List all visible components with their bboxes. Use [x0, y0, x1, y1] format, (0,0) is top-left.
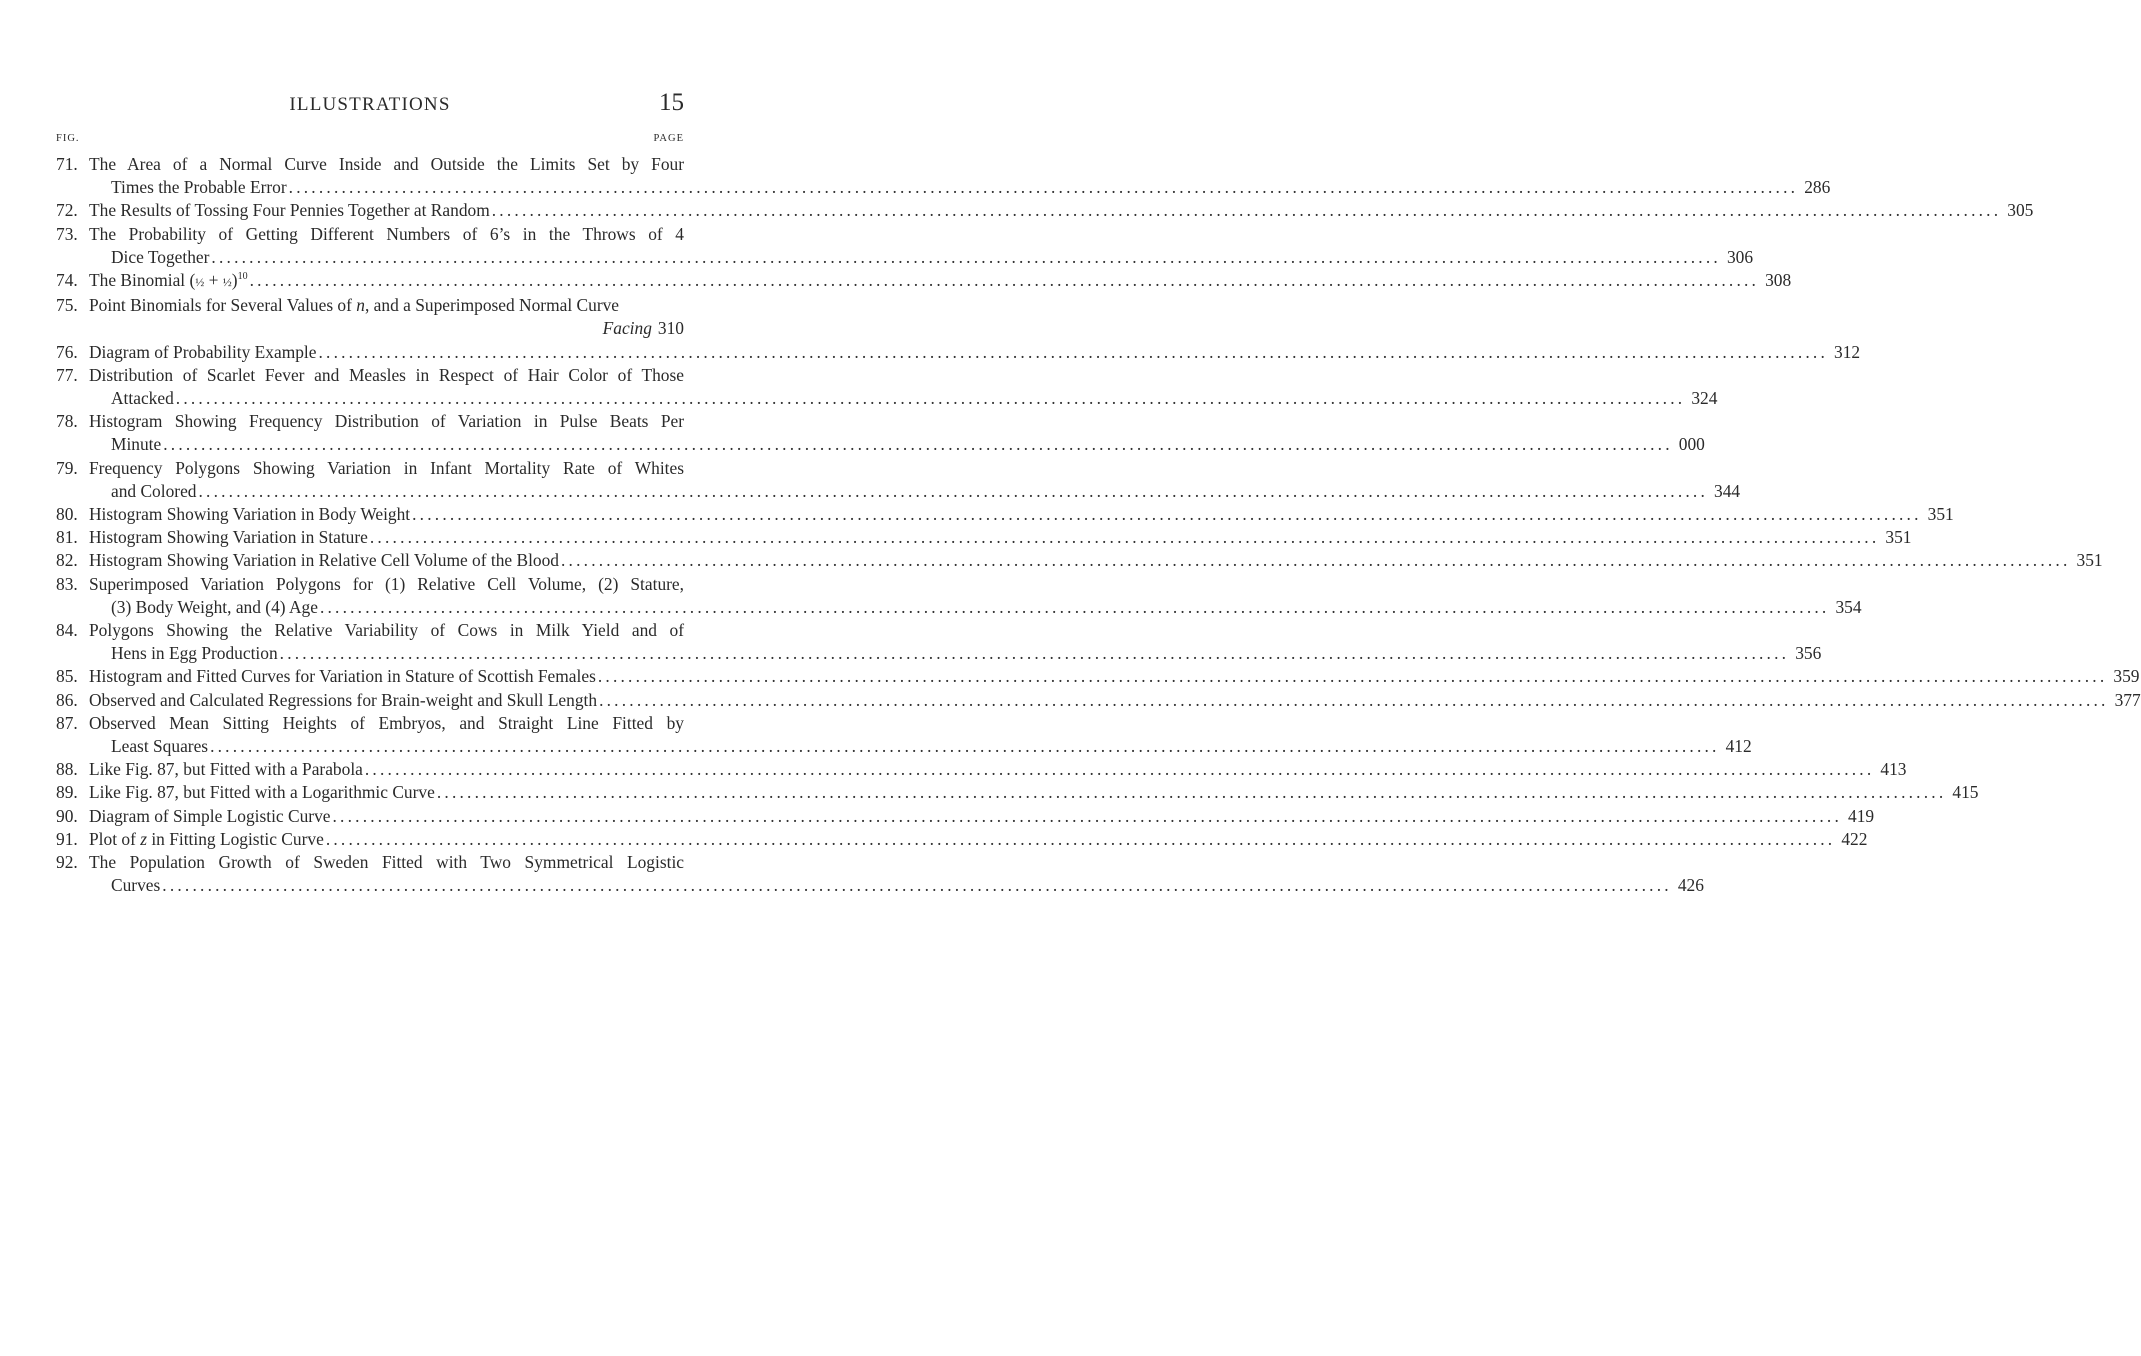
dot-leader: ........................................................................................................................................................................................................ [163, 434, 1673, 455]
entry-title-continued: Curves [111, 875, 161, 896]
entry-title: Histogram Showing Variation in Relative Cell Volume of the Blood [89, 550, 559, 571]
fraction-half: ½ [195, 275, 205, 290]
list-item [56, 364, 1718, 410]
page-ref: 351 [2076, 550, 2103, 571]
page-header [56, 89, 684, 122]
dot-leader: ........................................................................................................................................................................................................ [318, 341, 1829, 362]
dot-leader: ........................................................................................................................................................................................................ [561, 550, 2071, 571]
entry-title: Histogram Showing Variation in Stature [89, 527, 368, 548]
list-item [56, 619, 1822, 665]
entry-title: The Population Growth of Sweden Fitted with Two Symmetrical Logistic [89, 852, 684, 873]
dot-leader: ........................................................................................................................................................................................................ [249, 270, 1760, 291]
list-item [56, 805, 1875, 828]
entry-title: Superimposed Variation Polygons for (1) Relative Cell Volume, (2) Stature, [89, 573, 684, 594]
page-ref: 305 [2007, 200, 2034, 221]
dot-leader: ........................................................................................................................................................................................................ [319, 596, 1830, 617]
entry-title: Observed Mean Sitting Heights of Embryos, and Straight Line Fitted by [89, 712, 684, 733]
entry-title-continued: Times the Probable Error [111, 177, 287, 198]
list-item [56, 153, 1831, 199]
figure-number: 72. [56, 200, 78, 221]
title-text: The Binomial ( [89, 270, 196, 291]
fig-column-heading: FIG. [56, 133, 80, 144]
figure-number: 83. [56, 573, 78, 594]
list-item [56, 269, 1792, 294]
entry-title-continued: and Colored [111, 480, 197, 501]
entry-title: Distribution of Scarlet Fever and Measles in Respect of Hair Color of Those [89, 364, 684, 385]
list-item [56, 665, 2140, 688]
entry-title-continued: Hens in Egg Production [111, 643, 278, 664]
dot-leader: ........................................................................................................................................................................................................ [211, 246, 1721, 267]
page-ref: 359 [2113, 666, 2140, 687]
dot-leader: ........................................................................................................................................................................................................ [364, 759, 1875, 780]
running-title: ILLUSTRATIONS [289, 94, 451, 115]
figure-number: 88. [56, 759, 78, 780]
figure-number: 82. [56, 550, 78, 571]
entry-title-continued: Dice Together [111, 246, 210, 267]
dot-leader: ........................................................................................................................................................................................................ [162, 875, 1672, 896]
figure-number: 71. [56, 154, 78, 174]
page-ref: 308 [1765, 270, 1792, 291]
figure-number: 73. [56, 223, 78, 244]
dot-leader: ........................................................................................................................................................................................................ [325, 828, 1836, 849]
entry-title: Observed and Calculated Regressions for Brain-weight and Skull Length [89, 689, 598, 710]
figure-number: 90. [56, 805, 78, 826]
list-item [56, 712, 1752, 758]
dot-leader: ........................................................................................................................................................................................................ [369, 527, 1880, 548]
figure-number: 75. [56, 295, 78, 316]
page-ref: 412 [1725, 736, 1752, 757]
page-ref: 324 [1691, 388, 1718, 409]
entry-title: The Area of a Normal Curve Inside and Outside the Limits Set by Four [89, 154, 684, 174]
plus-sign: + [204, 270, 223, 291]
dot-leader: ........................................................................................................................................................................................................ [288, 177, 1799, 198]
entry-title-continued: (3) Body Weight, and (4) Age [111, 596, 318, 617]
dot-leader: ........................................................................................................................................................................................................ [332, 805, 1843, 826]
entry-title: Histogram and Fitted Curves for Variation in Stature of Scottish Females [89, 666, 596, 687]
page-ref: 415 [1952, 782, 1979, 803]
title-text: Point Binomials for Several Values of [89, 295, 357, 316]
dot-leader: ........................................................................................................................................................................................................ [198, 480, 1709, 501]
list-item [56, 503, 1954, 526]
list-item [56, 828, 1868, 851]
entry-title: Frequency Polygons Showing Variation in Infant Mortality Rate of Whites [89, 457, 684, 478]
figure-number: 89. [56, 782, 78, 803]
page-ref: 377 [2114, 689, 2141, 710]
page-ref: 286 [1804, 177, 1831, 198]
list-item [56, 781, 1979, 804]
dot-leader: ........................................................................................................................................................................................................ [491, 200, 2002, 221]
page-ref: 310 [657, 318, 684, 339]
page-ref: 312 [1834, 341, 1861, 362]
figure-number: 84. [56, 620, 78, 641]
facing-label: Facing [602, 318, 652, 339]
dot-leader: ........................................................................................................................................................................................................ [599, 689, 2109, 710]
figure-number: 79. [56, 457, 78, 478]
figure-number: 92. [56, 852, 78, 873]
page-ref: 306 [1726, 246, 1754, 267]
figure-number: 86. [56, 689, 78, 710]
entry-title: Like Fig. 87, but Fitted with a Parabola [89, 759, 363, 780]
entry-title-continued: Least Squares [111, 736, 209, 757]
page-number: 15 [659, 89, 684, 116]
list-item [56, 457, 1741, 503]
list-item [56, 223, 1754, 269]
exponent: 10 [237, 271, 248, 283]
entry-title: The Probability of Getting Different Numbers of 6’s in the Throws of 4 [89, 223, 684, 244]
title-text: Plot of [89, 828, 141, 849]
list-item [56, 294, 684, 340]
title-text: in Fitting Logistic Curve [147, 828, 324, 849]
page-ref: 426 [1677, 875, 1704, 896]
close-paren: ) [231, 270, 238, 291]
illustrations-list [56, 153, 2141, 898]
page-ref: 419 [1848, 805, 1875, 826]
page-ref: 422 [1841, 828, 1868, 849]
page-ref: 000 [1678, 434, 1705, 455]
list-item [56, 199, 2034, 222]
page-ref: 356 [1795, 643, 1822, 664]
figure-number: 77. [56, 364, 78, 385]
page-ref: 351 [1885, 527, 1912, 548]
entry-title-continued: Minute [111, 434, 162, 455]
column-headings [56, 133, 684, 147]
entry-title: Histogram Showing Variation in Body Weight [89, 504, 411, 525]
entry-title [89, 269, 248, 294]
entry-title: The Results of Tossing Four Pennies Together at Random [89, 200, 490, 221]
page-ref: 413 [1880, 759, 1907, 780]
dot-leader: ........................................................................................................................................................................................................ [597, 666, 2108, 687]
figure-number: 80. [56, 504, 78, 525]
entry-title: Histogram Showing Frequency Distribution of Variation in Pulse Beats Per [89, 411, 684, 432]
figure-number: 74. [56, 270, 78, 291]
figure-number: 85. [56, 666, 78, 687]
dot-leader: ........................................................................................................................................................................................................ [279, 643, 1790, 664]
math-variable: z [140, 828, 147, 849]
title-text: , and a Superimposed Normal Curve [364, 295, 620, 316]
entry-title: Diagram of Simple Logistic Curve [89, 805, 331, 826]
figure-number: 76. [56, 341, 78, 362]
figure-number: 78. [56, 411, 78, 432]
figure-number: 81. [56, 527, 78, 548]
dot-leader: ........................................................................................................................................................................................................ [175, 388, 1686, 409]
entry-title-continued: Attacked [111, 388, 174, 409]
figure-number: 91. [56, 828, 78, 849]
page-column-heading: PAGE [653, 133, 684, 144]
dot-leader: ........................................................................................................................................................................................................ [412, 504, 1922, 525]
page-ref: 354 [1835, 596, 1862, 617]
dot-leader: ........................................................................................................................................................................................................ [436, 782, 1947, 803]
entry-title: Diagram of Probability Example [89, 341, 317, 362]
figure-number: 87. [56, 712, 78, 733]
page-ref: 344 [1714, 480, 1741, 501]
list-item [56, 689, 2141, 712]
entry-title: Like Fig. 87, but Fitted with a Logarithmic Curve [89, 782, 435, 803]
list-item [56, 549, 2103, 572]
list-item [56, 758, 1907, 781]
list-item [56, 341, 1861, 364]
list-item [56, 410, 1705, 456]
list-item [56, 851, 1704, 897]
list-item [56, 573, 1862, 619]
math-variable: n [356, 295, 365, 316]
page-ref: 351 [1927, 504, 1954, 525]
list-item [56, 526, 1912, 549]
entry-title [89, 828, 324, 851]
entry-title: Polygons Showing the Relative Variability of Cows in Milk Yield and of [89, 620, 684, 641]
fraction-half: ½ [222, 275, 232, 290]
entry-title [89, 294, 619, 317]
dot-leader: ........................................................................................................................................................................................................ [210, 736, 1720, 757]
